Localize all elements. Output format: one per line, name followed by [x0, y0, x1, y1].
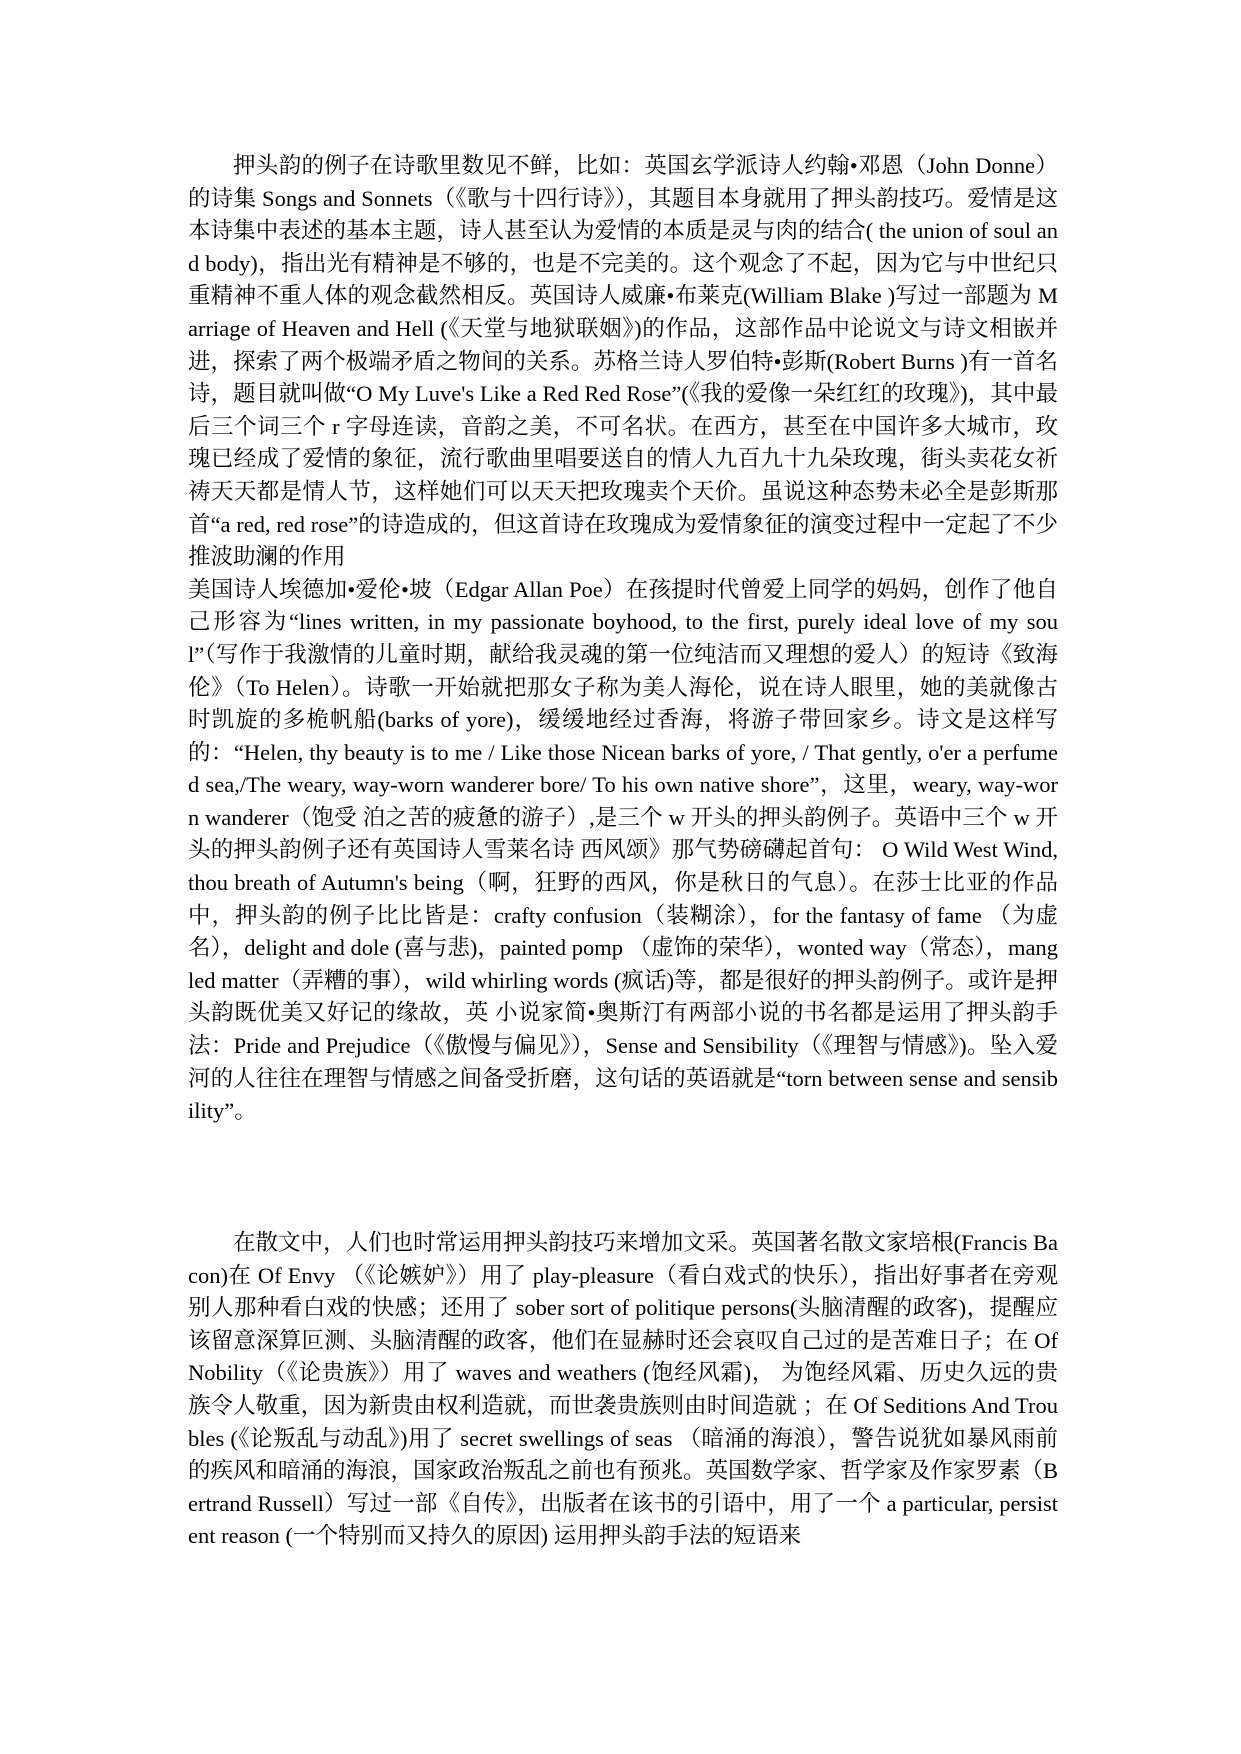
- paragraph-donne-blake-burns: 押头韵的例子在诗歌里数见不鲜，比如：英国玄学派诗人约翰•邓恩（John Donne）的诗集 Songs and Sonnets（《歌与十四行诗》），其题目本身就用了押头韵技巧。爱情是这本诗集中表述的基本主题，诗人甚至认为爱情的本质是灵与肉的结合( the union of soul and body)，指出光有精神是不够的，也是不完美的。这个观念了不起，因为它与中世纪只重精神不重人体的观念截然相反。英国诗人威廉•布莱克(William Blake )写过一部题为 Marriage of Heaven and Hell (《天堂与地狱联姻》)的作品，这部作品中论说文与诗文相嵌并进，探索了两个极端矛盾之物间的关系。苏格兰诗人罗伯特•彭斯(Robert Burns )有一首名诗，题目就叫做“O My Luve's Like a Red Red Rose”(《我的爱像一朵红红的玫瑰》)，其中最后三个词三个 r 字母连读，音韵之美，不可名状。在西方，甚至在中国许多大城市，玫瑰已经成了爱情的象征，流行歌曲里唱要送自的情人九百九十九朵玫瑰，街头卖花女祈祷天天都是情人节，这样她们可以天天把玫瑰卖个天价。虽说这种态势未必全是彭斯那首“a red, red rose”的诗造成的，但这首诗在玫瑰成为爱情象征的演变过程中一定起了不少推波助澜的作用: [188, 153, 1058, 570]
- text-section-prose: [188, 1227, 1058, 1553]
- text-section-poetry: [188, 150, 1058, 1128]
- paragraph-bacon-russell: 在散文中，人们也时常运用押头韵技巧来增加文采。英国著名散文家培根(Francis Bacon)在 Of Envy （《论嫉妒》）用了 play-pleasure（看白戏式的快乐），指出好事者在旁观别人那种看白戏的快感；还用了 sober sort of politique persons(头脑清醒的政客)，提醒应该留意深算叵测、头脑清醒的政客，他们在显赫时还会哀叹自己过的是苦难日子；在 Of Nobility（《论贵族》）用了 waves and weathers (饱经风霜)， 为饱经风霜、历史久远的贵族令人敬重，因为新贵由权利造就，而世袭贵族则由时间造就 ；在 Of Seditions And Troubles (《论叛乱与动乱》)用了 secret swellings of seas （暗涌的海浪），警告说犹如暴风雨前的疾风和暗涌的海浪，国家政治叛乱之前也有预兆。英国数学家、哲学家及作家罗素（Bertrand Russell）写过一部《自传》，出版者在该书的引语中，用了一个 a particular, persistent reason (一个特别而又持久的原因) 运用押头韵手法的短语来: [188, 1230, 1059, 1549]
- paragraph-poe-shelley-shakespeare: 美国诗人埃德加•爱伦•坡（Edgar Allan Poe）在孩提时代曾爱上同学的妈妈，创作了他自己形容为“lines written, in my passionate boyhood, to the first, purely ideal love of my soul”（写作于我激情的儿童时期，献给我灵魂的第一位纯洁而又理想的爱人）的短诗《致海伦》（To Helen）。诗歌一开始就把那女子称为美人海伦，说在诗人眼里，她的美就像古时凯旋的多桅帆船(barks of yore)，缓缓地经过香海，将游子带回家乡。诗文是这样写的：“Helen, thy beauty is to me / Like those Nicean barks of yore, / That gently, o'er a perfumed sea,/The weary, way-worn wanderer bore/ To his own native shore”，这里，weary, way-worn wanderer（饱受 泊之苦的疲惫的游子）,是三个 w 开头的押头韵例子。英语中三个 w 开头的押头韵例子还有英国诗人雪莱名诗 西风颂》那气势磅礴起首句： O Wild West Wind, thou breath of Autumn's being（啊，狂野的西风，你是秋日的气息）。在莎士比亚的作品中，押头韵的例子比比皆是：crafty confusion（装糊涂），for the fantasy of fame （为虚名），delight and dole (喜与悲)，painted pomp （虚饰的荣华），wonted way（常态），mangled matter（弄糟的事），wild whirling words (疯话)等，都是很好的押头韵例子。或许是押头韵既优美又好记的缘故，英 小说家简•奥斯汀有两部小说的书名都是运用了押头韵手法：Pride and Prejudice（《傲慢与偏见》），Sense and Sensibility（《理智与情感》)。坠入爱河的人往往在理智与情感之间备受折磨，这句话的英语就是“torn between sense and sensibility”。: [188, 576, 1058, 1124]
